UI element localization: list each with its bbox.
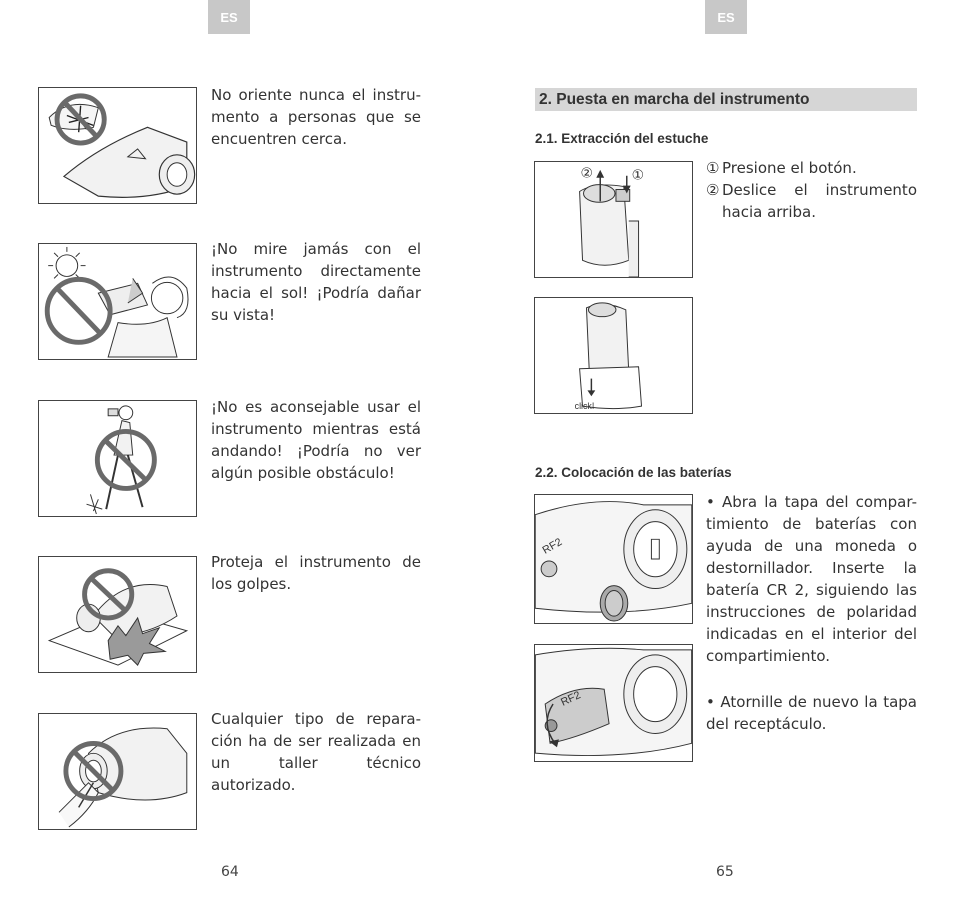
warning-illustration-people [38, 87, 197, 204]
figure-label-one: ① [631, 167, 645, 184]
page-number-left: 64 [221, 864, 239, 880]
step-2-number: ② [706, 181, 720, 199]
page-number-right: 65 [716, 864, 734, 880]
lang-tab-right: ES [705, 0, 747, 34]
warning-text-impact: Proteja el instrumento de los golpes. [211, 553, 421, 593]
figure-label-two: ② [580, 165, 593, 182]
battery-instructions: • Abra la tapa del compar-timiento de baterías con ayuda de una moneda o destornillador. Inserte la batería CR 2, siguiendo las instrucciones de polaridad indicadas en el interior del compartimiento. [706, 493, 917, 665]
battery-close-instruction: • Atornille de nuevo la tapa del receptáculo. [706, 693, 917, 733]
figure-battery-open [534, 494, 693, 624]
step-2 [706, 179, 917, 223]
step-1-text: Presione el botón. [722, 159, 857, 177]
warning-illustration-repair [38, 713, 197, 830]
extraction-steps [706, 157, 917, 223]
warning-text-people: No oriente nunca el instru-mento a personas que se encuentren cerca. [211, 86, 421, 148]
step-1 [706, 157, 917, 179]
warning-text-sun: ¡No mire jamás con el instrumento directamente hacia el sol! ¡Podría dañar su vista! [211, 240, 421, 324]
warning-illustration-sun [38, 243, 197, 360]
figure-case-extraction [534, 161, 693, 278]
step-2-text: Deslice el instrumento hacia arriba. [722, 181, 917, 221]
warning-text-walking: ¡No es aconsejable usar el instrumento mientras está andando! ¡Podría no ver algún posible obstáculo! [211, 398, 421, 482]
section-title: 2. Puesta en marcha del instrumento [535, 88, 917, 111]
figure-battery-close [534, 644, 693, 762]
warning-illustration-walking [38, 400, 197, 517]
battery-figure-label-2: RF2 [559, 689, 583, 709]
subsection-title-batteries: 2.2. Colocación de las baterías [535, 465, 732, 480]
warning-illustration-impact [38, 556, 197, 673]
step-1-number: ① [706, 159, 720, 177]
subsection-title-extraction: 2.1. Extracción del estuche [535, 131, 709, 146]
figure-label-click: click! [574, 401, 595, 412]
lang-tab-left: ES [208, 0, 250, 34]
warning-text-repair: Cualquier tipo de repara-ción ha de ser realizada en un taller técnico autorizado. [211, 710, 421, 794]
battery-figure-label-1: RF2 [540, 536, 565, 557]
figure-case-click [534, 297, 693, 414]
